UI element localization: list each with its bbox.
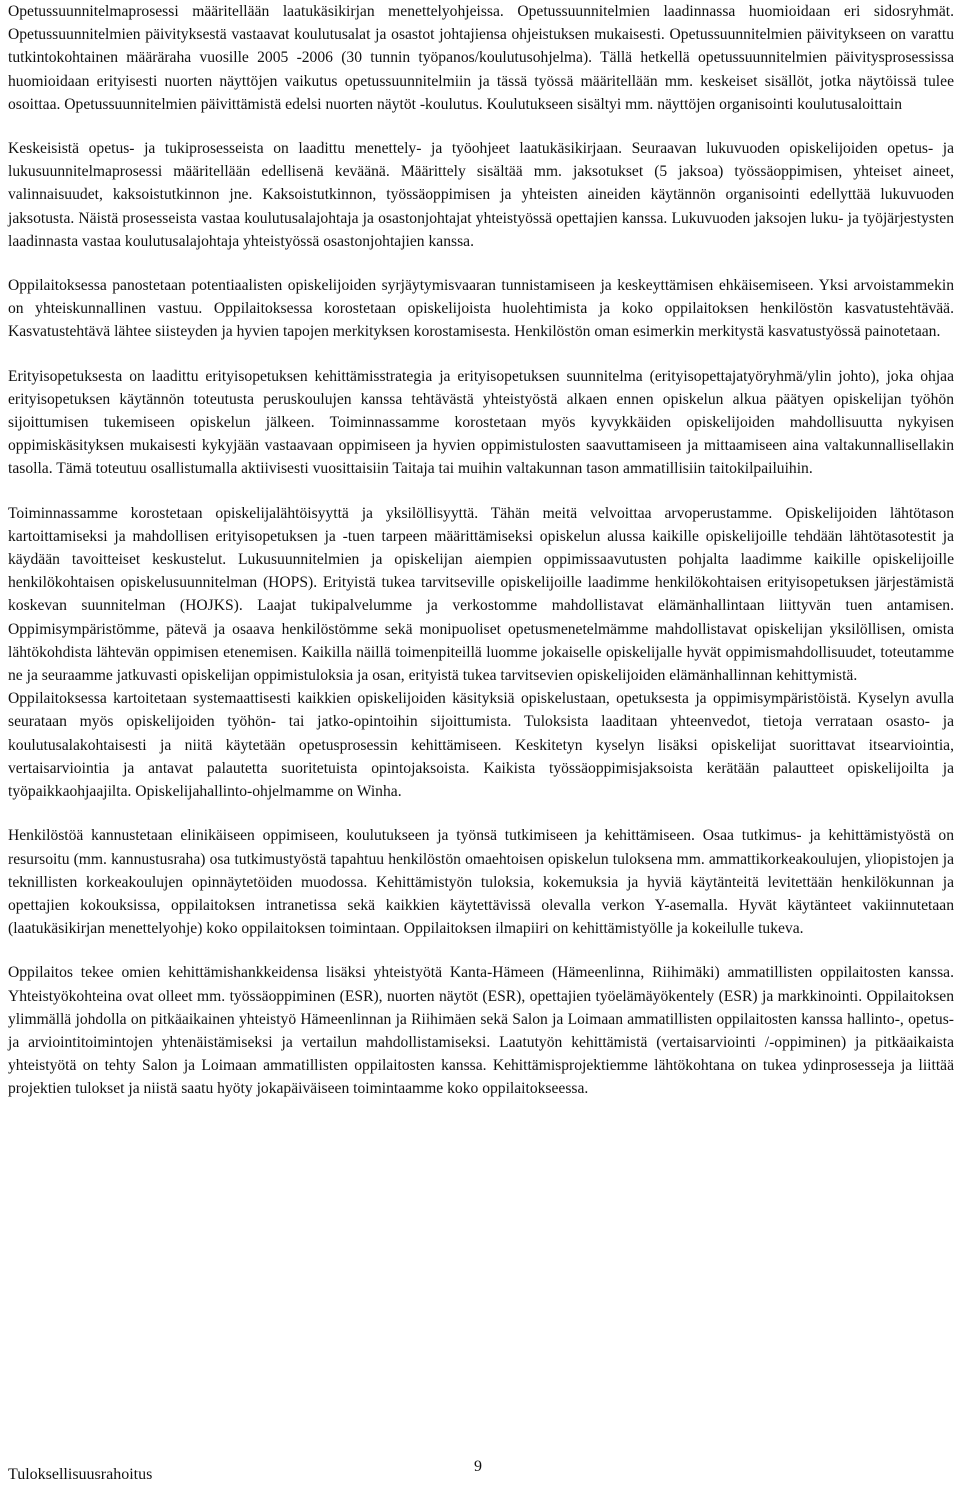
document-body bbox=[8, 0, 954, 1101]
paragraph-gap bbox=[8, 116, 954, 137]
page-number: 9 bbox=[474, 1458, 482, 1475]
footer-title: Tuloksellisuusrahoitus bbox=[8, 1466, 153, 1483]
paragraph-curriculum-process: Opetussuunnitelmaprosessi määritellään laatukäsikirjan menettelyohjeissa. Opetussuunnitelmien laadinnassa huomioidaan eri sidosryhmät. Opetussuunnitelmien päivityksestä vastaavat koulutusalat ja osastot johtajiensa ohjeistuksen mukaisesti. Opetussuunnitelmien päivitykseen on varattu tutkintokohtainen määräraha vuosille 2005 -2006 (30 tunnin työpanos/koulutusohjelma). Tällä hetkellä opetussuunnitelmien päivitysprosessissa huomioidaan erityisesti nuorten näyttöjen vaikutus opetussuunnitelmiin ja tässä työssä määritellään mm. keskeiset sisällöt, jotka näytöissä tulee osoittaa. Opetussuunnitelmien päivittämistä edelsi nuorten näytöt -koulutus. Koulutukseen sisältyi mm. näyttöjen organisointi koulutusaloittain bbox=[8, 3, 954, 113]
paragraph-gap bbox=[8, 803, 954, 824]
paragraph-gap bbox=[8, 940, 954, 961]
paragraph-student-centered: Toiminnassamme korostetaan opiskelijalähtöisyyttä ja yksilöllisyyttä. Tähän meitä velvoittaa arvoperustamme. Opiskelijoiden lähtötason kartoittamiseksi ja mahdollisen erityisopetuksen ja -tuen tarpeen määrittämiseksi opiskelun alussa kaikille opiskelijoille tehdään lähtötasotestit ja käydään tavoitteiset keskustelut. Lukusuunnitelmien ja opiskelijan aiempien oppimissaavutusten pohjalta laadimme kaikille opiskelijoille henkilökohtaisen opiskelusuunnitelman (HOPS). Erityistä tukea tarvitseville opiskelijoille laadimme henkilökohtaisen erityisopetuksen järjestämistä koskevan suunnitelman (HOJKS). Laajat tukipalvelumme ja verkostomme mahdollistavat elämänhallintaan liittyvän tuen antamisen. Oppimisympäristömme, pätevä ja osaava henkilöstömme sekä monipuoliset opetusmenetelmämme mahdollistavat opiskelijan yksilöllisen, omista lähtökohdista lähtevän oppimisen etenemisen. Kaikilla näillä toimenpiteillä luomme jokaiselle opiskelijalle hyvät oppimismahdollisuudet, toteutamme ne ja seuraamme jatkuvasti opiskelijan oppimistuloksia ja osan, erityistä tukea tarvitsevien opiskelijoiden elämänhallinnan kehittymistä. bbox=[8, 504, 954, 685]
page-footer bbox=[8, 1458, 954, 1486]
paragraph-cooperation: Oppilaitos tekee omien kehittämishankkeidensa lisäksi yhteistyötä Kanta-Hämeen (Hämeenlinna, Riihimäki) ammatillisten oppilaitosten kanssa. Yhteistyökohteina ovat olleet mm. työssäoppiminen (ESR), nuorten näytöt (ESR), opettajien työelämäyökentely (ESR) ja markkinointi. Oppilaitoksen ylimmällä johdolla on pitkäaikainen yhteistyö Hämeenlinnan ja Riihimäen sekä Salon ja Loimaan ammatillisten oppilaitosten kanssa hallinto-, opetus- ja arviointitoimintojen yhtenäistämiseksi ja vertailun mahdollistamiseksi. Laatutyön kehittämistä (vertaisarviointi /-oppiminen) ja pitkäaikaista yhteistyötä on tehty Salon ja Loimaan ammatillisten oppilaitosten kanssa. Kehittämisprojektiemme lähtökohtana on tukea ydinprosesseja ja liittää projektien tulokset ja niistä saatu hyöty jokapäiväiseen toimintaamme koko oppilaitokseessa. bbox=[8, 964, 954, 1098]
paragraph-student-surveys: Oppilaitoksessa kartoitetaan systemaattisesti kaikkien opiskelijoiden käsityksiä opiskelustaan, opetuksesta ja oppimisympäristöistä. Kyselyn avulla seurataan myös opiskelijoiden työhön- tai jatko-opintoihin sijoittumista. Tuloksista laaditaan yhteenvedot, tietoja verrataan osasto- ja koulutusalakohtaisesti ja niitä käytetään opetusprosessin kehittämiseen. Keskitetyn kyselyn lisäksi opiskelijat suorittavat itsearviointia, vertaisarviointia ja antavat palautetta suoritetuista opintojaksoista. Kaikista työssäoppimisjaksoista kerätään palautteet opiskelijoilta ja työpaikkaohjaajilta. Opiskelijahallinto-ohjelmamme on Winha. bbox=[8, 690, 954, 801]
paragraph-gap bbox=[8, 253, 954, 274]
paragraph-gap bbox=[8, 481, 954, 502]
paragraph-staff-development: Henkilöstöä kannustetaan elinikäiseen oppimiseen, koulutukseen ja työnsä tutkimiseen ja kehittämiseen. Osaa tutkimus- ja kehittämistyöstä on resursoitu (mm. kannustusraha) osa tutkimustyöstä tapahtuu henkilöstön omaehtoisen opiskelun tuloksena mm. ammattikorkeakoulujen, yliopistojen ja teknillisten korkeakoulujen opinnäytetöiden muodossa. Kehittämistyön tuloksia, kokemuksia ja hyviä käytänteitä levitettään henkilökunnan ja opettajien kokouksissa, oppilaitoksen intranetissa sekä kaikkien käytettävissä olevalla verkon Y-asemalla. Hyvät käytänteet vakiinnutetaan (laatukäsikirjan menettelyohje) koko oppilaitoksen toimintaan. Oppilaitoksen ilmapiiri on kehittämistyölle ja kokeilulle tukeva. bbox=[8, 827, 954, 938]
paragraph-special-education: Erityisopetuksesta on laadittu erityisopetuksen kehittämisstrategia ja erityisopetuksen suunnitelma (erityisopettajatyöryhmä/ylin johto), joka ohjaa erityisopetuksen käytännön toteutusta peruskoulujen kanssa tehtävästä yhteistyöstä alkaen ennen opiskelun alkua päätyen opiskelijan työhön sijoittumisen tukemiseen opiskelun jälkeen. Toiminnassamme korostetaan myös kyvykkäiden opiskelijoiden mahdollisuutta nykyisen oppimiskäsityksen mukaisesti kykyjään vastaavaan oppimiseen ja hyvien oppimistulosten saavuttamiseen ja mittaamiseen aina valtakunnallisellakin tasolla. Tämä toteutuu osallistumalla aktiivisesti vuosittaisiin Taitaja tai muihin valtakunnan tason ammatillisiin taitokilpailuihin. bbox=[8, 367, 954, 478]
paragraph-teaching-processes: Keskeisistä opetus- ja tukiprosesseista on laadittu menettely- ja työohjeet laatukäsikirjaan. Seuraavan lukuvuoden opiskelijoiden opetus- ja lukusuunnitelmaprosessi määritellään edellisenä keväänä. Määrittely sisältää mm. jaksotukset (5 jaksoa) työssäoppimisen, yhteiset aineet, valinnaisuudet, kaksoistutkinnon jne. Kaksoistutkinnon, työssäoppimisen ja yhteisten aineiden käytännön organisointi edellyttää lukuvuoden jaksotusta. Näistä prosesseista vastaa koulutusalajohtaja ja osastonjohtajat yhteistyössä opettajien kanssa. Lukuvuoden jaksojen luku- ja työjärjestysten laadinnasta vastaa koulutusalajohtaja yhteistyössä osastonjohtajien kanssa. bbox=[8, 140, 954, 250]
paragraph-dropout-prevention: Oppilaitoksessa panostetaan potentiaalisten opiskelijoiden syrjäytymisvaaran tunnistamiseen ja keskeyttämisen ehkäisemiseen. Yksi arvoistammekin on yhteiskunnallinen vastuu. Oppilaitoksessa korostetaan opiskelijoista huolehtimista ja koko oppilaitoksen henkilöstön kasvatustehtävää. Kasvatustehtävä lähtee siisteyden ja hyvien tapojen merkityksen korostamisesta. Henkilöstön oman esimerkin merkitystä kasvatustyössä painotetaan. bbox=[8, 277, 954, 341]
paragraph-gap bbox=[8, 344, 954, 365]
